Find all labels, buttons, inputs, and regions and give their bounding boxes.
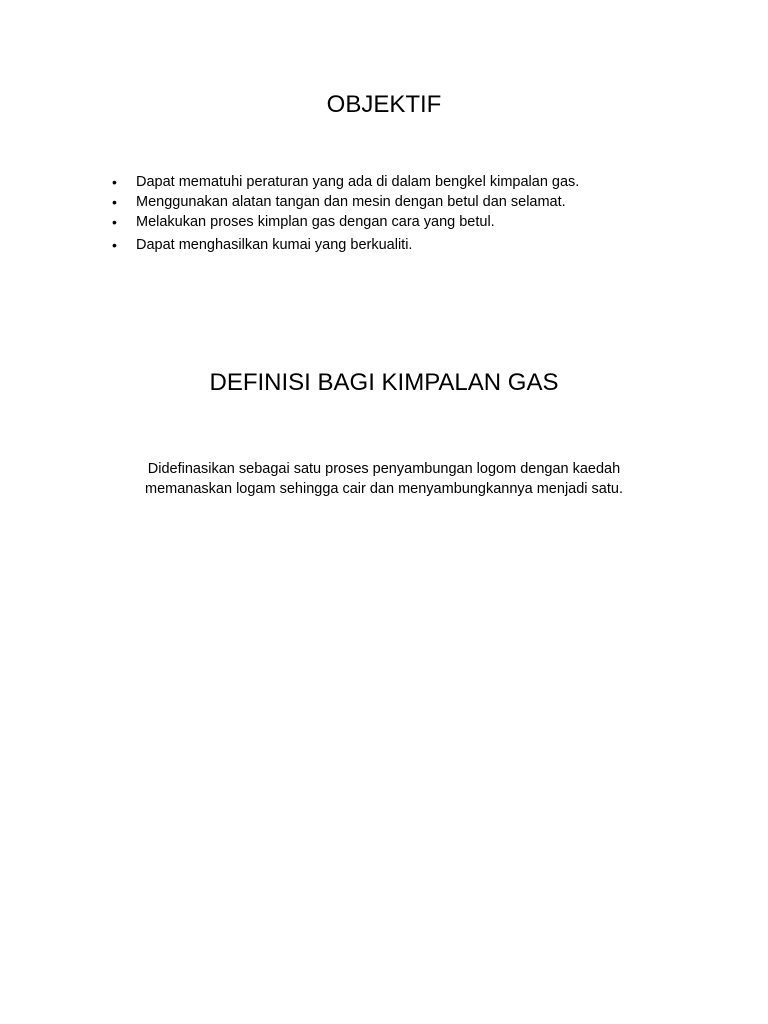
definition-line: memanaskan logam sehingga cair dan menyambungkannya menjadi satu. bbox=[145, 481, 623, 497]
list-item bbox=[110, 173, 579, 193]
objektif-list bbox=[110, 173, 579, 256]
objektif-heading: OBJEKTIF bbox=[326, 91, 442, 118]
definisi-heading: DEFINISI BAGI KIMPALAN GAS bbox=[209, 369, 559, 396]
list-item bbox=[110, 236, 579, 256]
bullet-icon: • bbox=[112, 214, 117, 230]
definition-line: Didefinasikan sebagai satu proses penyambungan logom dengan kaedah bbox=[147, 461, 621, 477]
bullet-icon: • bbox=[112, 237, 117, 253]
definition-paragraph bbox=[0, 459, 768, 499]
list-item-text: Melakukan proses kimplan gas dengan cara yang betul. bbox=[136, 214, 495, 230]
list-item bbox=[110, 213, 579, 233]
list-item-text: Dapat mematuhi peraturan yang ada di dalam bengkel kimpalan gas. bbox=[136, 174, 580, 190]
list-item-text: Dapat menghasilkan kumai yang berkualiti. bbox=[136, 237, 413, 253]
list-item-text: Menggunakan alatan tangan dan mesin dengan betul dan selamat. bbox=[136, 194, 566, 210]
bullet-icon: • bbox=[112, 194, 117, 210]
list-item bbox=[110, 193, 579, 213]
bullet-icon: • bbox=[112, 174, 117, 190]
